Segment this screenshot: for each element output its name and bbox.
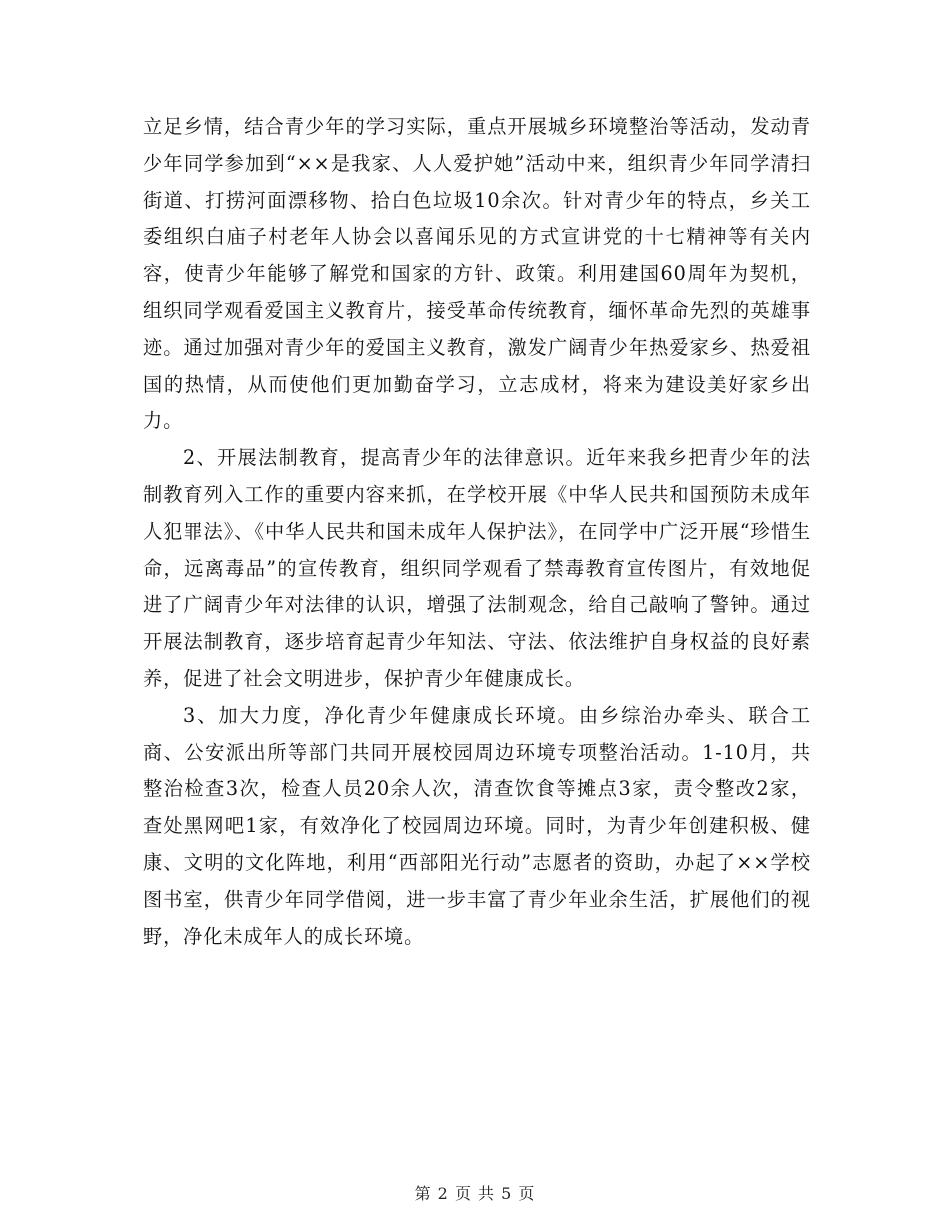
- paragraph-environment-activities: 立足乡情，结合青少年的学习实际，重点开展城乡环境整治等活动，发动青少年同学参加到“××是我家、人人爱护她”活动中来，组织青少年同学清扫街道、打捞河面漂移物、拾白色垃圾10余次。针对青少年的特点，乡关工委组织白庙子村老年人协会以喜闻乐见的方式宣讲党的十七精神等有关内容，使青少年能够了解党和国家的方针、政策。利用建国60周年为契机，组织同学观看爱国主义教育片，接受革命传统教育，缅怀革命先烈的英雄事迹。通过加强对青少年的爱国主义教育，激发广阔青少年热爱家乡、热爱祖国的热情，从而使他们更加勤奋学习，立志成材，将来为建设美好家乡出力。: [143, 115, 811, 433]
- paragraph-growth-environment: 3、加大力度，净化青少年健康成长环境。由乡综治办牵头、联合工商、公安派出所等部门共同开展校园周边环境专项整治活动。1-10月，共整治检查3次，检查人员20余人次，清查饮食等摊点3家，责令整改2家，查处黑网吧1家，有效净化了校园周边环境。同时，为青少年创建积极、健康、文明的文化阵地，利用“西部阳光行动”志愿者的资助，办起了××学校图书室，供青少年同学借阅，进一步丰富了青少年业余生活，扩展他们的视野，净化未成年人的成长环境。: [143, 703, 811, 948]
- page-number-footer: 第 2 页 共 5 页: [414, 1184, 536, 1203]
- document-body: [143, 109, 811, 955]
- paragraph-legal-education: 2、开展法制教育，提高青少年的法律意识。近年来我乡把青少年的法制教育列入工作的重要内容来抓，在学校开展《中华人民共和国预防未成年人犯罪法》、《中华人民共和国未成年人保护法》，在同学中广泛开展“珍惜生命，远离毒品”的宣传教育，组织同学观看了禁毒教育宣传图片，有效地促进了广阔青少年对法律的认识，增强了法制观念，给自己敲响了警钟。通过开展法制教育，逐步培育起青少年知法、守法、依法维护自身权益的良好素养，促进了社会文明进步，保护青少年健康成长。: [143, 446, 811, 690]
